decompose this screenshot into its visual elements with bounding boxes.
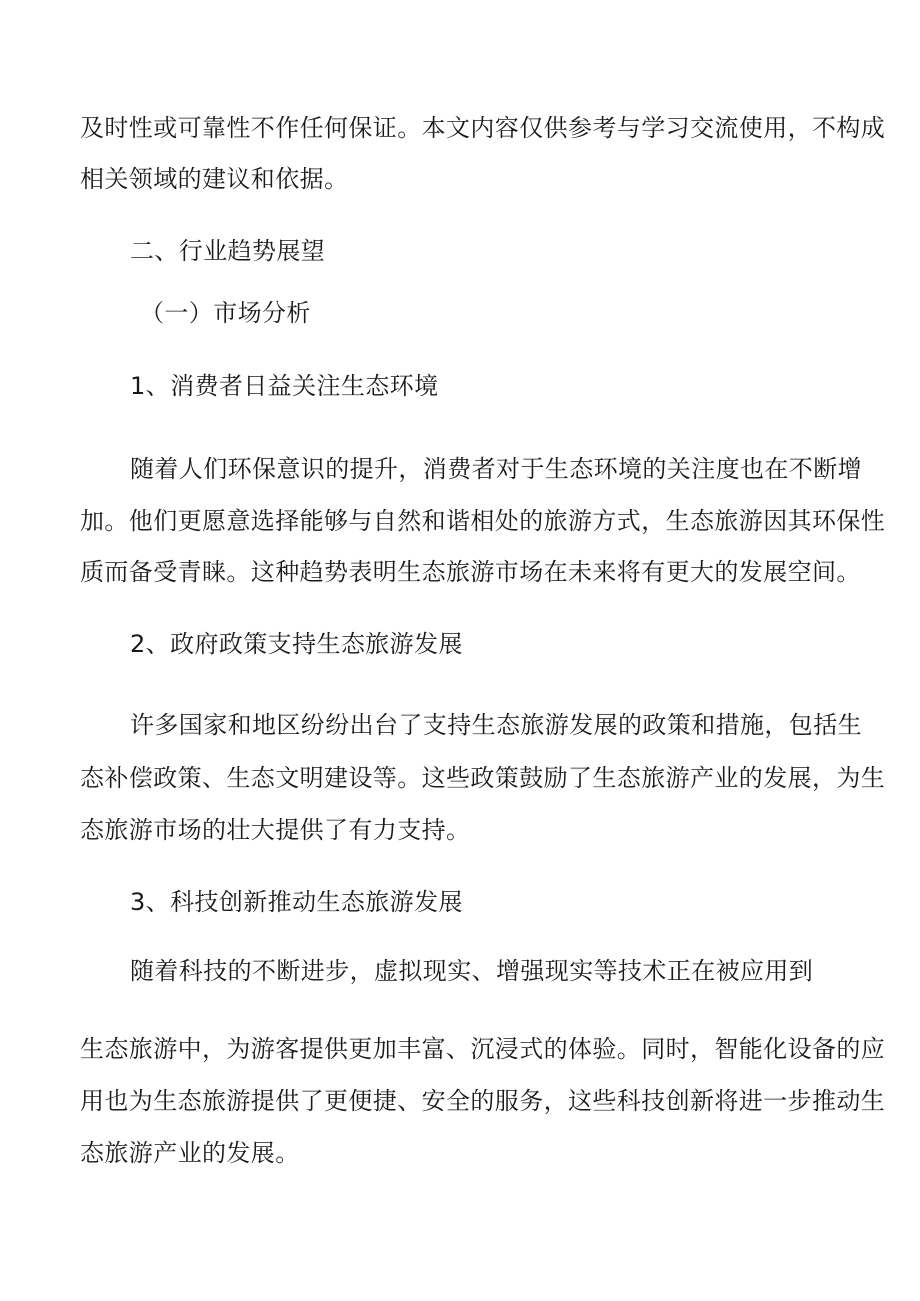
point-2-line-2: 态补偿政策、生态文明建设等。这些政策鼓励了生态旅游产业的发展，为生 bbox=[80, 764, 886, 792]
disclaimer-line-2: 相关领域的建议和依据。 bbox=[80, 165, 349, 193]
point-3-heading: 3、科技创新推动生态旅游发展 bbox=[130, 888, 463, 916]
point-3-line-4: 态旅游产业的发展。 bbox=[80, 1139, 300, 1167]
point-3-line-3: 用也为生态旅游提供了更便捷、安全的服务，这些科技创新将进一步推动生 bbox=[80, 1087, 886, 1115]
point-3-line-2: 生态旅游中，为游客提供更加丰富、沉浸式的体验。同时，智能化设备的应 bbox=[80, 1035, 886, 1063]
subsection-title: （一）市场分析 bbox=[140, 299, 311, 327]
point-1-line-2: 加。他们更愿意选择能够与自然和谐相处的旅游方式，生态旅游因其环保性 bbox=[80, 507, 886, 535]
disclaimer-line-1: 及时性或可靠性不作任何保证。本文内容仅供参考与学习交流使用，不构成 bbox=[80, 114, 886, 142]
point-2-line-1: 许多国家和地区纷纷出台了支持生态旅游发展的政策和措施，包括生 bbox=[130, 711, 862, 739]
point-1-line-1: 随着人们环保意识的提升，消费者对于生态环境的关注度也在不断增 bbox=[130, 455, 862, 483]
point-1-line-3: 质而备受青睐。这种趋势表明生态旅游市场在未来将有更大的发展空间。 bbox=[80, 558, 861, 586]
point-2-heading: 2、政府政策支持生态旅游发展 bbox=[130, 630, 463, 658]
point-2-line-3: 态旅游市场的壮大提供了有力支持。 bbox=[80, 816, 471, 844]
point-3-line-1: 随着科技的不断进步，虚拟现实、增强现实等技术正在被应用到 bbox=[130, 957, 814, 985]
section-title: 二、行业趋势展望 bbox=[130, 237, 326, 265]
point-1-heading: 1、消费者日益关注生态环境 bbox=[130, 372, 439, 400]
